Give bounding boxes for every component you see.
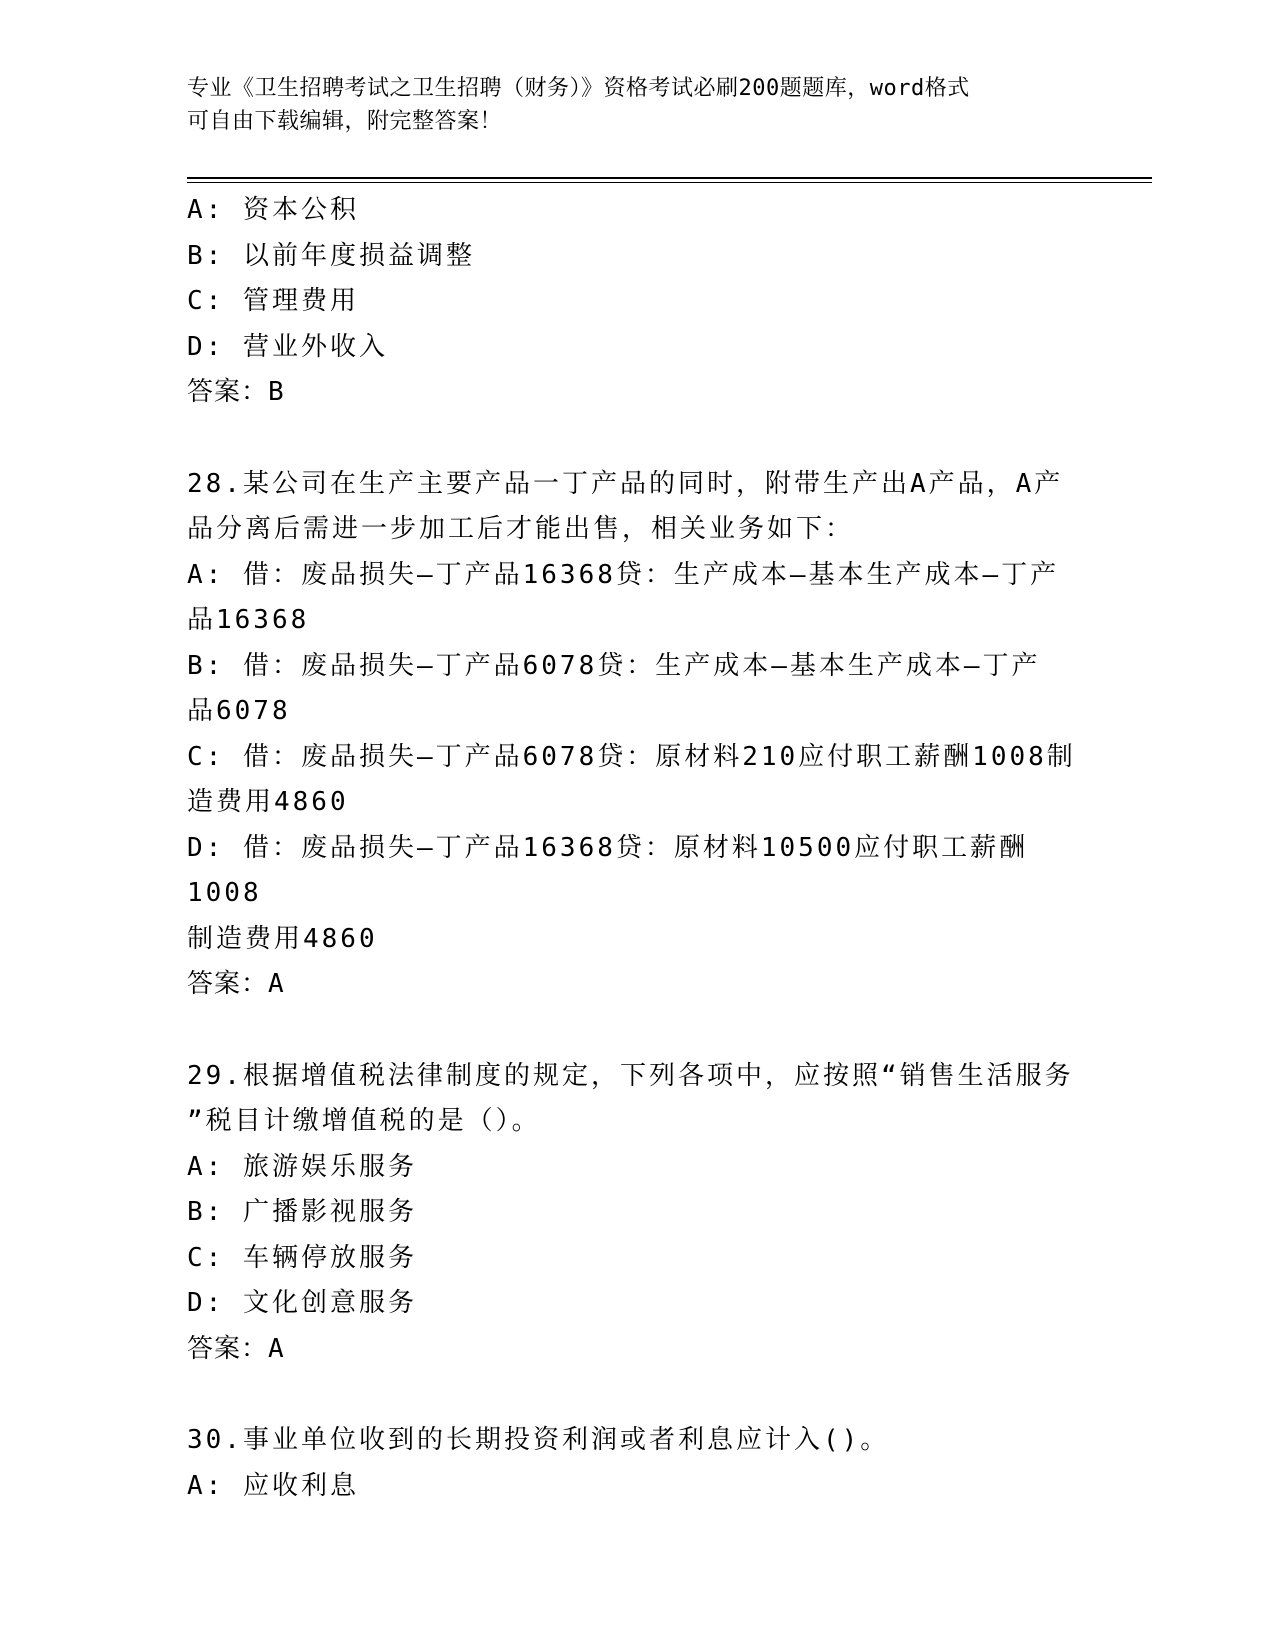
option-d-continued: 制造费用4860	[187, 923, 378, 954]
question-stem-line-2: 品分离后需进一步加工后才能出售，相关业务如下：	[187, 514, 855, 544]
option-a: A: 应收利息	[187, 1470, 359, 1501]
option-c-continued: 造费用4860	[187, 787, 349, 817]
answer-line: 答案：B	[187, 377, 285, 407]
option-d: D: 营业外收入	[187, 331, 388, 362]
option-a: A: 资本公积	[187, 195, 359, 225]
question-27	[187, 188, 1087, 416]
question-stem-line-1: 29.根据增值税法律制度的规定，下列各项中，应按照“销售生活服务	[187, 1060, 1074, 1091]
option-d: D: 文化创意服务	[187, 1288, 417, 1318]
question-28	[187, 462, 1087, 1008]
option-c: C: 车辆停放服务	[187, 1242, 417, 1273]
option-d: D: 借：废品损失—丁产品16368贷：原材料10500应付职工薪酬1008	[187, 832, 1029, 908]
answer-line: 答案：A	[187, 1333, 285, 1364]
question-30	[187, 1418, 1087, 1509]
option-b: B: 广播影视服务	[187, 1197, 417, 1227]
header-divider-thick	[187, 177, 1152, 179]
option-a-continued: 品16368	[187, 605, 310, 635]
option-b-continued: 品6078	[187, 696, 291, 726]
option-b: B: 借：废品损失—丁产品6078贷：生产成本—基本生产成本—丁产	[187, 650, 1041, 681]
question-29	[187, 1054, 1087, 1373]
header-title-line-1: 专业《卫生招聘考试之卫生招聘（财务）》资格考试必刷200题题库，word格式	[187, 76, 970, 101]
option-a: A: 借：废品损失—丁产品16368贷：生产成本—基本生产成本—丁产	[187, 559, 1060, 590]
header-divider-thin	[187, 182, 1152, 183]
option-c: C: 借：废品损失—丁产品6078贷：原材料210应付职工薪酬1008制	[187, 741, 1076, 772]
answer-line: 答案：A	[187, 969, 285, 999]
document-header	[187, 72, 1067, 138]
question-content	[187, 188, 1087, 1509]
option-b: B: 以前年度损益调整	[187, 240, 475, 271]
option-a: A: 旅游娱乐服务	[187, 1151, 417, 1182]
header-title-line-2: 可自由下载编辑，附完整答案！	[187, 109, 503, 134]
question-stem-line-1: 30.事业单位收到的长期投资利润或者利息应计入()。	[187, 1425, 890, 1455]
question-stem-line-2: ”税目计缴增值税的是（）。	[187, 1106, 541, 1136]
option-c: C: 管理费用	[187, 286, 359, 316]
question-stem-line-1: 28.某公司在生产主要产品一丁产品的同时，附带生产出A产品，A产	[187, 468, 1064, 499]
